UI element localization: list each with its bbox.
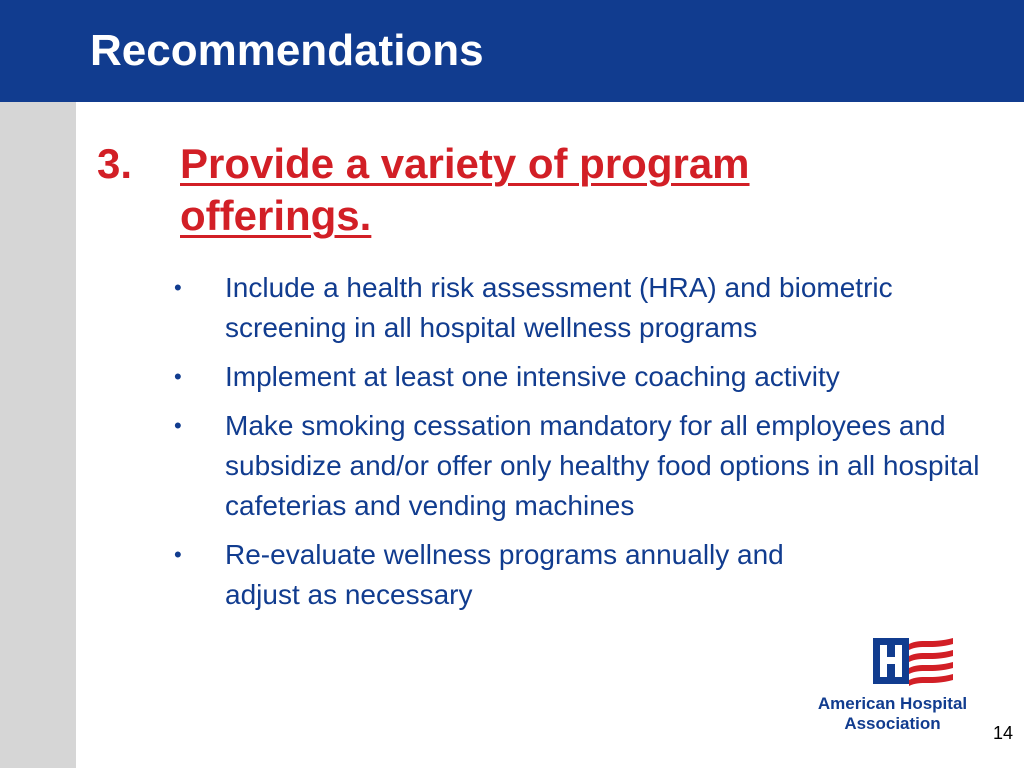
aha-logo-text xyxy=(805,694,980,734)
slide-title: Recommendations xyxy=(90,26,484,75)
aha-logo xyxy=(805,634,980,732)
bullet-item-hra: • Include a health risk assessment (HRA) and biometric screening in all hospital wellness programs xyxy=(170,268,1000,348)
american-hospital-association-logo-icon xyxy=(873,634,953,692)
recommendation-number: 3. xyxy=(97,140,133,187)
bullet-item-smoking-food: • Make smoking cessation mandatory for all employees and subsidize and/or offer only healthy food options in all hospital cafeterias and vending machines xyxy=(170,406,1000,526)
slide-title-bar xyxy=(0,0,1024,102)
aha-logo-line-2: Association xyxy=(844,714,941,733)
page-number: 14 xyxy=(992,723,1013,743)
bullet-item-coaching: • Implement at least one intensive coaching activity xyxy=(170,357,1000,397)
bullet-item-reevaluate: • Re-evaluate wellness programs annually and adjust as necessary xyxy=(170,535,855,615)
left-gray-rail xyxy=(0,102,76,768)
recommendation-heading: Provide a variety of program offerings. xyxy=(180,140,750,239)
aha-logo-line-1: American Hospital xyxy=(817,694,968,713)
recommendation-bullets xyxy=(170,268,1000,615)
